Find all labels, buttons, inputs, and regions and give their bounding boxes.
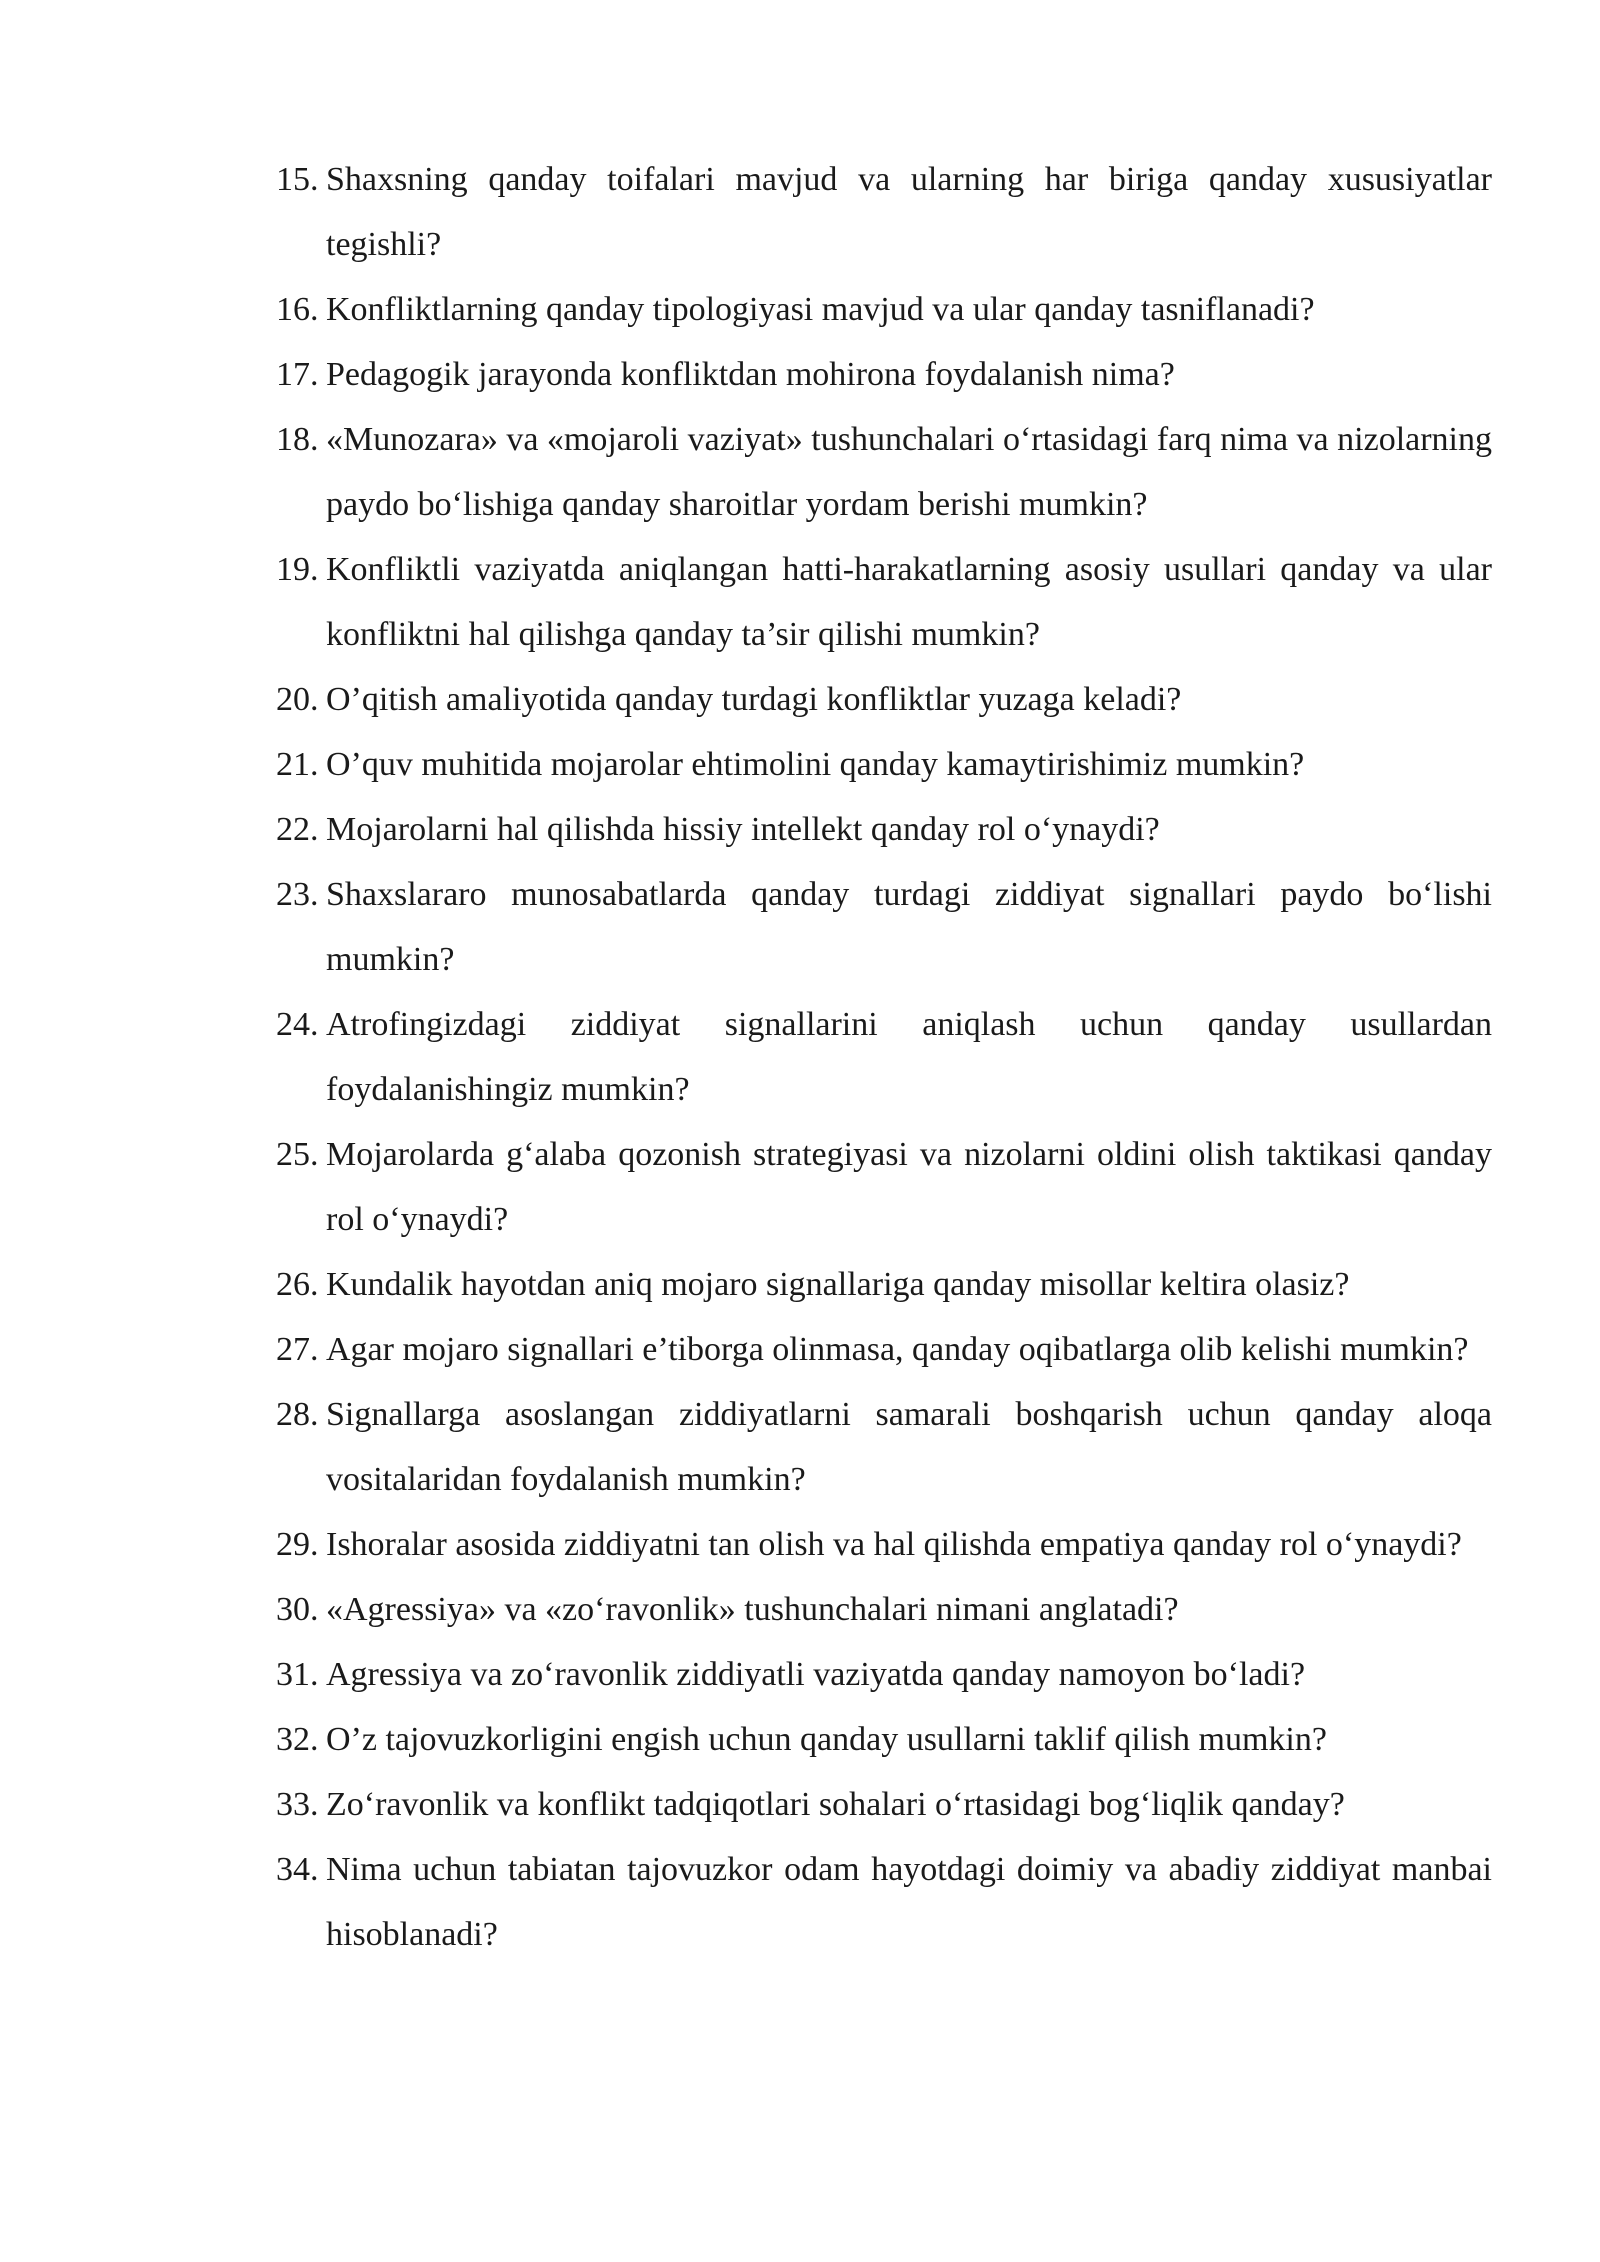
question-item-16 xyxy=(276,277,1492,342)
question-item-31 xyxy=(276,1642,1492,1707)
question-number: 15. xyxy=(276,161,319,198)
question-number: 17. xyxy=(276,356,319,393)
question-number: 23. xyxy=(276,876,319,913)
question-number: 32. xyxy=(276,1721,319,1758)
question-number: 25. xyxy=(276,1136,319,1173)
question-text: Signallarga asoslangan ziddiyatlarni samarali boshqarish uchun qanday aloqa vositalaridan foydalanish mumkin? xyxy=(326,1396,1492,1498)
question-item-32 xyxy=(276,1707,1492,1772)
question-list xyxy=(276,147,1492,1967)
question-item-24 xyxy=(276,992,1492,1122)
question-number: 18. xyxy=(276,421,319,458)
question-item-20 xyxy=(276,667,1492,732)
question-number: 29. xyxy=(276,1526,319,1563)
question-item-33 xyxy=(276,1772,1492,1837)
question-text: Pedagogik jarayonda konfliktdan mohirona foydalanish nima? xyxy=(326,356,1175,393)
question-text: Ishoralar asosida ziddiyatni tan olish va hal qilishda empatiya qanday rol oʻynaydi? xyxy=(326,1526,1462,1563)
question-number: 30. xyxy=(276,1591,319,1628)
question-number: 20. xyxy=(276,681,319,718)
question-number: 31. xyxy=(276,1656,319,1693)
question-text: Mojarolarda gʻalaba qozonish strategiyasi va nizolarni oldini olish taktikasi qanday rol oʻynaydi? xyxy=(326,1136,1492,1238)
question-text: O’qitish amaliyotida qanday turdagi konfliktlar yuzaga keladi? xyxy=(326,681,1182,718)
question-number: 27. xyxy=(276,1331,319,1368)
question-text: «Munozara» va «mojaroli vaziyat» tushunchalari oʻrtasidagi farq nima va nizolarning paydo boʻlishiga qanday sharoitlar yordam berishi mumkin? xyxy=(326,421,1492,523)
question-number: 34. xyxy=(276,1851,319,1888)
question-text: O’z tajovuzkorligini engish uchun qanday usullarni taklif qilish mumkin? xyxy=(326,1721,1327,1758)
question-number: 22. xyxy=(276,811,319,848)
question-number: 24. xyxy=(276,1006,319,1043)
question-item-29 xyxy=(276,1512,1492,1577)
question-item-23 xyxy=(276,862,1492,992)
question-text: Nima uchun tabiatan tajovuzkor odam hayotdagi doimiy va abadiy ziddiyat manbai hisoblanadi? xyxy=(326,1851,1492,1953)
question-text: Mojarolarni hal qilishda hissiy intellekt qanday rol oʻynaydi? xyxy=(326,811,1160,848)
question-number: 21. xyxy=(276,746,319,783)
question-number: 19. xyxy=(276,551,319,588)
question-item-18 xyxy=(276,407,1492,537)
question-item-26 xyxy=(276,1252,1492,1317)
question-text: Konfliktli vaziyatda aniqlangan hatti-harakatlarning asosiy usullari qanday va ular konfliktni hal qilishga qanday ta’sir qilishi mumkin? xyxy=(326,551,1492,653)
question-text: Atrofingizdagi ziddiyat signallarini aniqlash uchun qanday usullardan foydalanishingiz mumkin? xyxy=(326,1006,1492,1108)
question-item-25 xyxy=(276,1122,1492,1252)
question-item-30 xyxy=(276,1577,1492,1642)
question-text: Zoʻravonlik va konflikt tadqiqotlari sohalari oʻrtasidagi bogʻliqlik qanday? xyxy=(326,1786,1345,1823)
question-text: Agressiya va zoʻravonlik ziddiyatli vaziyatda qanday namoyon boʻladi? xyxy=(326,1656,1306,1693)
question-number: 33. xyxy=(276,1786,319,1823)
question-item-27 xyxy=(276,1317,1492,1382)
question-item-34 xyxy=(276,1837,1492,1967)
question-item-28 xyxy=(276,1382,1492,1512)
question-text: Kundalik hayotdan aniq mojaro signallariga qanday misollar keltira olasiz? xyxy=(326,1266,1350,1303)
question-text: Shaxsning qanday toifalari mavjud va ularning har biriga qanday xususiyatlar tegishli? xyxy=(326,161,1492,263)
question-item-15 xyxy=(276,147,1492,277)
question-item-22 xyxy=(276,797,1492,862)
question-item-17 xyxy=(276,342,1492,407)
question-item-21 xyxy=(276,732,1492,797)
question-text: Shaxslararo munosabatlarda qanday turdagi ziddiyat signallari paydo boʻlishi mumkin? xyxy=(326,876,1492,978)
question-number: 16. xyxy=(276,291,319,328)
question-number: 28. xyxy=(276,1396,319,1433)
question-number: 26. xyxy=(276,1266,319,1303)
question-item-19 xyxy=(276,537,1492,667)
question-text: «Agressiya» va «zoʻravonlik» tushunchalari nimani anglatadi? xyxy=(326,1591,1179,1628)
question-text: O’quv muhitida mojarolar ehtimolini qanday kamaytirishimiz mumkin? xyxy=(326,746,1305,783)
question-text: Agar mojaro signallari e’tiborga olinmasa, qanday oqibatlarga olib kelishi mumkin? xyxy=(326,1331,1469,1368)
question-text: Konfliktlarning qanday tipologiyasi mavjud va ular qanday tasniflanadi? xyxy=(326,291,1315,328)
